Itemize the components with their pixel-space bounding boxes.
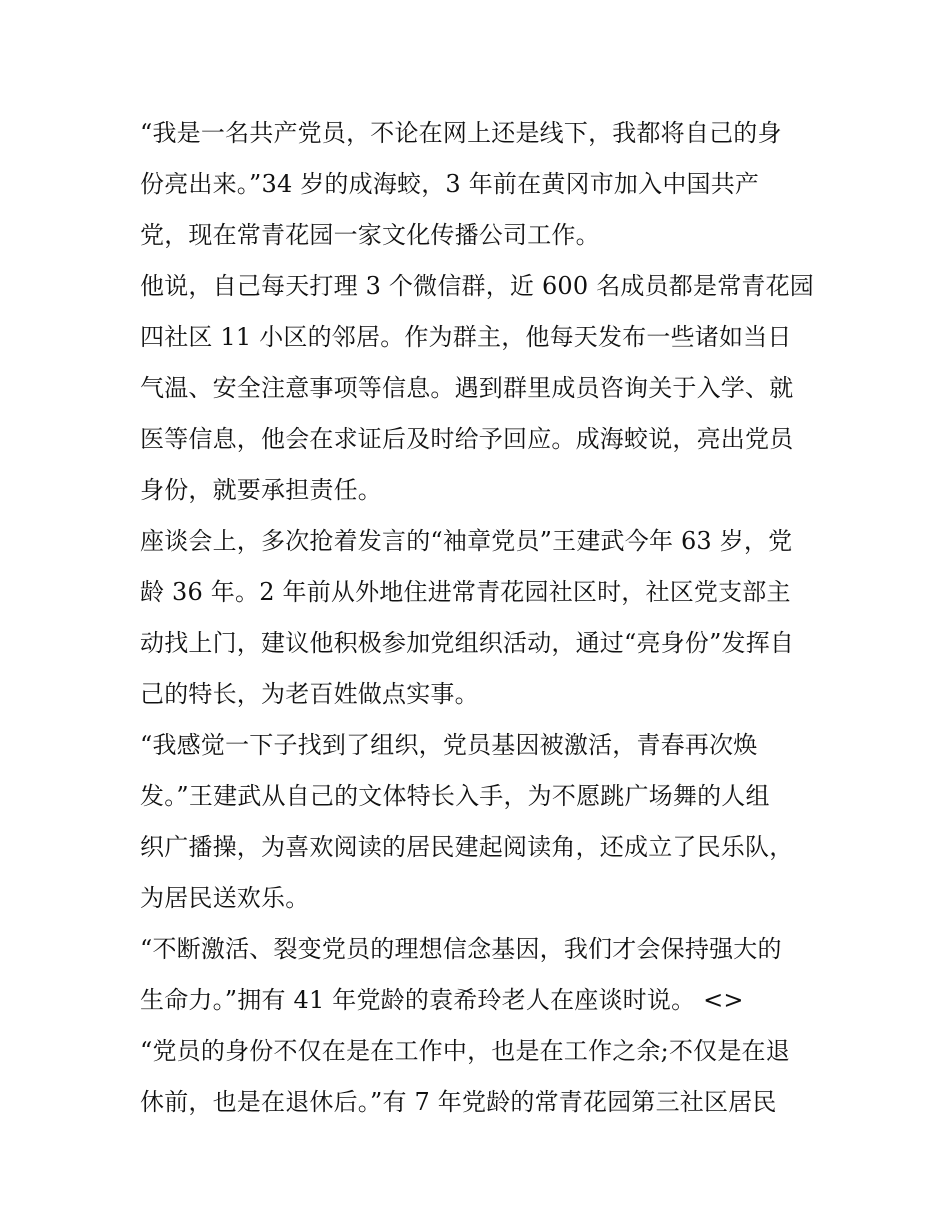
text-line: 生命力。”拥有 41 年党龄的袁希玲老人在座谈时说。 <>	[140, 986, 744, 1014]
text-line: 织广播操，为喜欢阅读的居民建起阅读角，还成立了民乐队，	[140, 833, 794, 861]
text-line: 己的特长，为老百姓做点实事。	[140, 680, 479, 708]
text-line: 休前，也是在退休后。”有 7 年党龄的常青花园第三社区居民	[140, 1088, 777, 1116]
text-line: 党，现在常青花园一家文化传播公司工作。	[140, 221, 600, 249]
paragraph-3	[140, 516, 820, 720]
paragraph-5	[140, 924, 820, 1026]
text-line: 龄 36 年。2 年前从外地住进常青花园社区时，社区党支部主	[140, 578, 791, 606]
paragraph-6	[140, 1026, 820, 1128]
paragraph-2	[140, 261, 820, 516]
text-line: 座谈会上，多次抢着发言的“袖章党员”王建武今年 63 岁，党	[140, 527, 793, 555]
text-line: 他说，自己每天打理 3 个微信群，近 600 名成员都是常青花园	[140, 272, 814, 300]
text-line: “我是一名共产党员，不论在网上还是线下，我都将自己的身	[140, 119, 782, 147]
text-line: 为居民送欢乐。	[140, 884, 310, 912]
text-line: 份亮出来。”34 岁的成海蛟，3 年前在黄冈市加入中国共产	[140, 170, 760, 198]
text-line: “不断激活、裂变党员的理想信念基因，我们才会保持强大的	[140, 935, 782, 963]
text-line: 医等信息，他会在求证后及时给予回应。成海蛟说，亮出党员	[140, 425, 794, 453]
text-line: “我感觉一下子找到了组织，党员基因被激活，青春再次焕	[140, 731, 758, 759]
text-line: 动找上门，建议他积极参加党组织活动，通过“亮身份”发挥自	[140, 629, 795, 657]
text-line: 气温、安全注意事项等信息。遇到群里成员咨询关于入学、就	[140, 374, 794, 402]
paragraph-4	[140, 720, 820, 924]
text-line: 身份，就要承担责任。	[140, 476, 382, 504]
text-line: “党员的身份不仅在是在工作中，也是在工作之余;不仅是在退	[140, 1037, 790, 1065]
text-line: 发。”王建武从自己的文体特长入手，为不愿跳广场舞的人组	[140, 782, 770, 810]
text-line: 四社区 11 小区的邻居。作为群主，他每天发布一些诸如当日	[140, 323, 792, 351]
article-body	[140, 108, 820, 1128]
paragraph-1	[140, 108, 820, 261]
